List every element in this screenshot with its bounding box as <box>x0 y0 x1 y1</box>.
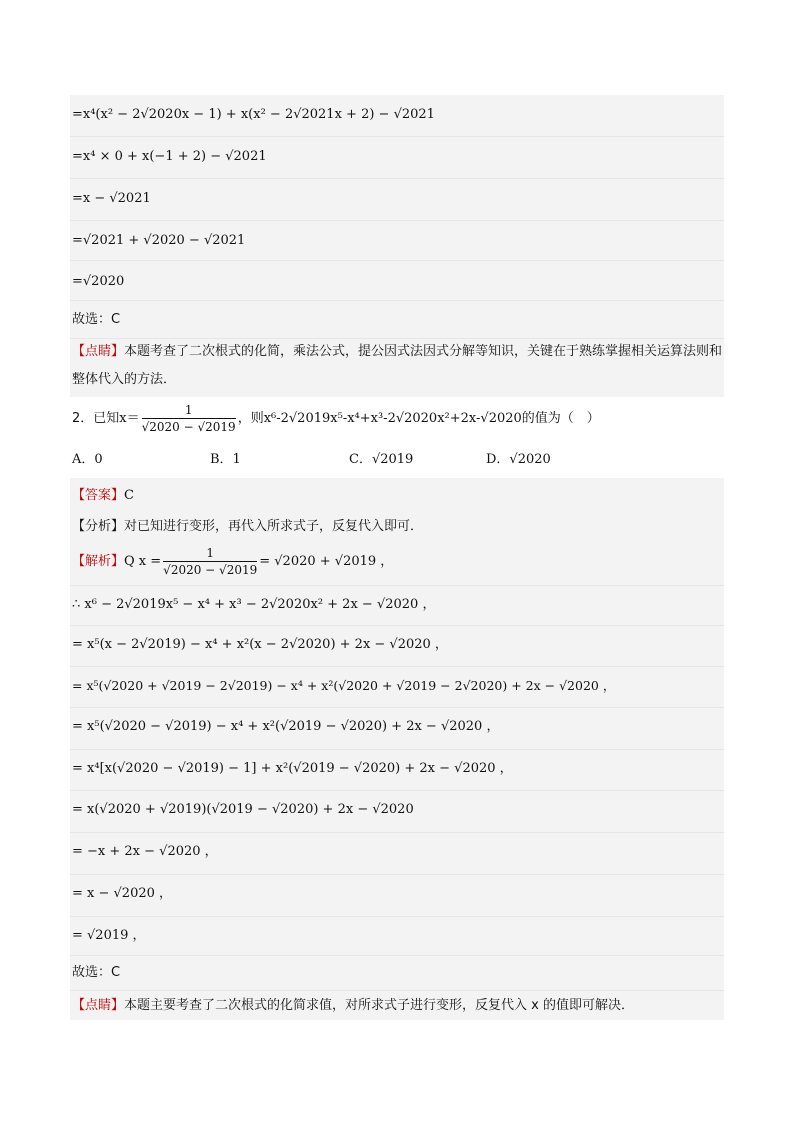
q2-fraction-numerator: 1 <box>184 402 193 417</box>
q2-step-1 <box>72 585 722 625</box>
q2-step-7 <box>72 832 722 872</box>
q2-step-9 <box>72 916 722 956</box>
q2-step-7-text: = −x + 2x − √2020 ， <box>72 844 218 859</box>
answer-tag: 【答案】 <box>72 488 125 503</box>
q1-step-3-text: =x − √2021 <box>72 191 151 206</box>
q1-answer <box>72 300 722 340</box>
q2-step-6 <box>72 790 722 830</box>
q2-answer <box>72 953 722 993</box>
divider <box>70 260 724 261</box>
q1-step-4 <box>72 221 722 261</box>
q2-step-4 <box>72 707 722 747</box>
q2-answer-text: 故选：C <box>72 965 121 980</box>
q1-note-text: 本题考查了二次根式的化简，乘法公式，提公因式法因式分解等知识，关键在于熟练掌握相关运算法则和整体代入的方法． <box>72 344 723 387</box>
q2-step-6-text: = x(√2020 + √2019)(√2019 − √2020) + 2x − √2020 <box>72 802 414 817</box>
q2-note <box>72 988 722 1020</box>
q2-solution-fraction-denominator: √2020 − √2019 <box>163 562 258 577</box>
q2-step-3 <box>72 666 722 706</box>
q2-choices <box>72 440 722 480</box>
note-tag: 【点睛】 <box>72 344 125 359</box>
q2-step-8 <box>72 874 722 914</box>
q1-answer-text: 故选：C <box>72 312 121 327</box>
q2-step-3-text: = x⁵(√2020 + √2019 − 2√2019) − x⁴ + x²(√2020 + √2019 − 2√2020) + 2x − √2020 ， <box>72 678 616 693</box>
q2-choice-b: B．1 <box>210 452 241 467</box>
q2-choice-c: C．√2019 <box>349 452 414 467</box>
q2-stem-expression: ，则x⁶-2√2019x⁵-x⁴+x³-2√2020x²+2x-√2020的值为（ ） <box>237 411 600 426</box>
q1-step-5-text: =√2020 <box>72 274 125 289</box>
q2-step-9-text: = √2019 ， <box>72 928 146 943</box>
q2-step-5 <box>72 749 722 789</box>
q2-solution-fraction <box>163 546 257 578</box>
q2-fraction-denominator: √2020 − √2019 <box>141 419 236 434</box>
q2-choice-a: A．0 <box>72 452 103 467</box>
q1-step-1 <box>72 95 722 135</box>
q2-stem-prefix: 2．已知 <box>72 411 120 426</box>
q2-stem <box>72 398 722 440</box>
q2-step-1-text: ∴ x⁶ − 2√2019x⁵ − x⁴ + x³ − 2√2020x² + 2x − √2020 ， <box>72 597 436 612</box>
q1-step-3 <box>72 179 722 219</box>
note-tag: 【点睛】 <box>72 998 125 1013</box>
q2-step-5-text: = x⁴[x(√2020 − √2019) − 1] + x²(√2019 − √2020) + 2x − √2020 ， <box>72 761 513 776</box>
solution-tag: 【解析】 <box>72 554 125 569</box>
q1-step-2-text: =x⁴ × 0 + x(−1 + 2) − √2021 <box>72 149 267 164</box>
q1-step-2 <box>72 137 722 177</box>
q2-solution-rhs: = √2020 + √2019 ， <box>259 554 394 569</box>
q2-step-8-text: = x − √2020 ， <box>72 886 173 901</box>
q2-solution-lead <box>72 540 722 584</box>
q2-note-text: 本题主要考查了二次根式的化简求值，对所求式子进行变形，反复代入 x 的值即可解决． <box>124 998 634 1013</box>
q1-note <box>72 338 724 394</box>
q2-stem-x-eq: x＝ <box>119 411 140 426</box>
q2-step-2 <box>72 625 722 665</box>
q1-step-5 <box>72 262 722 302</box>
q2-given-fraction <box>142 403 236 435</box>
q1-step-4-text: =√2021 + √2020 − √2021 <box>72 233 246 248</box>
q2-solution-lead-text: Q x = <box>124 554 162 569</box>
q2-solution-fraction-numerator: 1 <box>206 545 215 560</box>
q2-step-4-text: = x⁵(√2020 − √2019) − x⁴ + x²(√2019 − √2020) + 2x − √2020 ， <box>72 719 500 734</box>
q2-choice-d: D．√2020 <box>486 452 551 467</box>
q1-step-1-text: =x⁴(x² − 2√2020x − 1) + x(x² − 2√2021x + 2) − √2021 <box>72 107 435 122</box>
q2-analysis-text: 对已知进行变形，再代入所求式子，反复代入即可． <box>124 519 424 534</box>
q2-answer-value: C <box>124 488 134 503</box>
analysis-tag: 【分析】 <box>72 519 125 534</box>
q2-step-2-text: = x⁵(x − 2√2019) − x⁴ + x²(x − 2√2020) + 2x − √2020 ， <box>72 637 448 652</box>
